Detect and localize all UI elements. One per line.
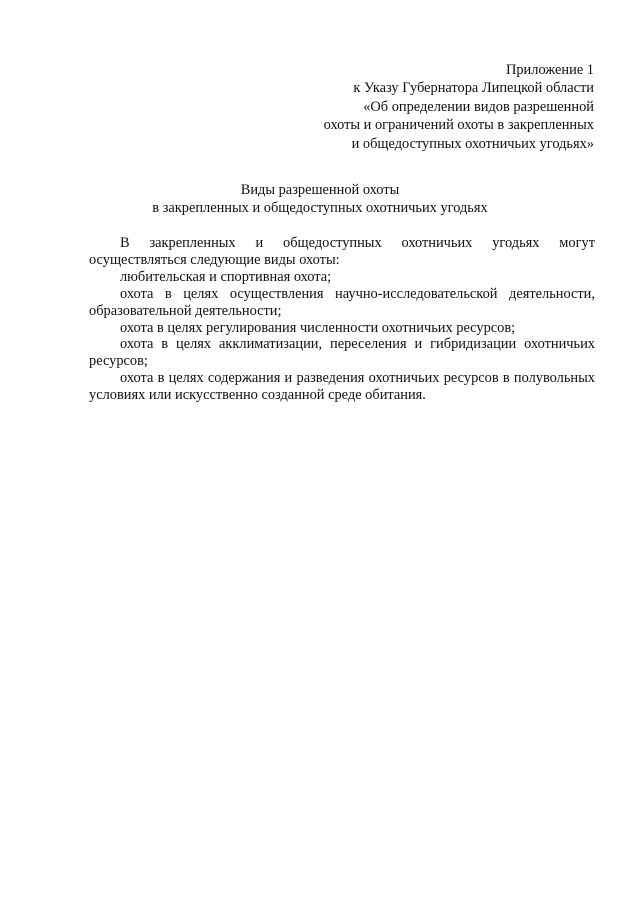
appendix-line-title-3: и общедоступных охотничьих угодьях» bbox=[351, 135, 594, 152]
appendix-header bbox=[264, 61, 594, 153]
body-paragraph-item-4: охота в целях акклиматизации, переселения и гибридизации охотничьих ресурсов; bbox=[89, 336, 595, 370]
document-title bbox=[0, 181, 640, 218]
body-paragraph-item-2: охота в целях осуществления научно-исследовательской деятельности, образовательной деятельности; bbox=[89, 285, 595, 319]
body-paragraph-item-1: любительская и спортивная охота; bbox=[120, 268, 332, 285]
title-line-2: в закрепленных и общедоступных охотничьих угодьях bbox=[152, 200, 488, 217]
appendix-line-number: Приложение 1 bbox=[505, 62, 594, 78]
body-paragraph-item-5: охота в целях содержания и разведения охотничьих ресурсов в полувольных условиях или искусственно созданной среде обитания. bbox=[89, 370, 595, 404]
body-paragraph-intro: В закрепленных и общедоступных охотничьих угодьях могут осуществляться следующие виды охоты: bbox=[89, 235, 595, 268]
body-paragraph-item-3: охота в целях регулирования численности охотничьих ресурсов; bbox=[120, 319, 516, 336]
title-line-1: Виды разрешенной охоты bbox=[240, 182, 400, 198]
appendix-line-title-2: охоты и ограничений охоты в закрепленных bbox=[323, 117, 594, 134]
appendix-line-title-1: «Об определении видов разрешенной bbox=[363, 98, 594, 115]
document-body bbox=[89, 235, 595, 404]
appendix-line-decree: к Указу Губернатора Липецкой области bbox=[353, 80, 594, 97]
